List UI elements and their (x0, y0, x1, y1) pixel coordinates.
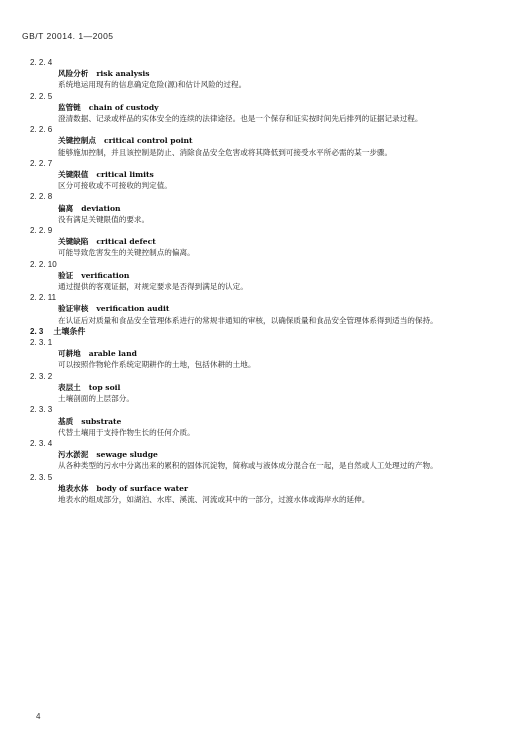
term-heading (58, 135, 490, 146)
term-heading (58, 68, 490, 79)
term-cn: 验证 (58, 270, 74, 280)
clause-number: 2. 2. 7 (30, 158, 53, 168)
page-number: 4 (36, 712, 41, 721)
term-en: critical limits (96, 170, 154, 180)
term-definition: 可以按照作物轮作系统定期耕作的土地，包括休耕的土地。 (58, 360, 256, 370)
term-en: body of surface water (96, 483, 188, 493)
term-heading (58, 303, 490, 314)
clause-number: 2. 3. 1 (30, 338, 53, 348)
term-cn: 关键缺陷 (58, 237, 89, 247)
section-heading (30, 326, 490, 337)
term-en: critical defect (96, 237, 156, 247)
clause-number: 2. 3. 3 (30, 405, 53, 415)
term-heading (58, 348, 490, 359)
clause-number: 2. 3. 5 (30, 472, 53, 482)
clause-number: 2. 2. 8 (30, 192, 53, 202)
term-definition: 澄清数据、记录或样品的实体安全的连续的法律途径。也是一个保存和证实按时间先后排列的证据记录过程。 (58, 114, 423, 124)
term-heading (58, 449, 490, 460)
term-en: sewage sludge (96, 450, 158, 460)
term-definition: 在认证后对质量和食品安全管理体系进行的常规非通知的审核，以确保质量和食品安全管理体系得到适当的保持。 (58, 315, 438, 325)
term-definition: 代替土壤用于支持作物生长的任何介质。 (58, 427, 195, 437)
term-en: chain of custody (88, 102, 159, 112)
term-cn: 验证审核 (58, 304, 89, 314)
term-cn: 表层土 (58, 382, 81, 392)
term-cn: 可耕地 (58, 349, 81, 359)
standard-code-header: GB/T 20014. 1—2005 (22, 31, 114, 41)
term-definition: 系统地运用现有的信息确定危险(源)和估计风险的过程。 (58, 80, 247, 90)
term-heading (58, 236, 490, 247)
term-definition: 土壤剖面的上层部分。 (58, 394, 134, 404)
term-cn: 基质 (58, 416, 74, 426)
term-cn: 监管链 (58, 102, 81, 112)
term-en: verification (81, 270, 130, 280)
term-cn: 偏离 (58, 203, 74, 213)
clause-number: 2. 2. 9 (30, 226, 53, 236)
term-en: verification audit (96, 304, 170, 314)
term-cn: 风险分析 (58, 69, 89, 79)
term-heading (58, 203, 490, 214)
term-definition: 区分可接收或不可接收的判定值。 (58, 181, 172, 191)
term-heading (58, 382, 490, 393)
term-definition: 通过提供的客观证据，对规定要求是否得到满足的认定。 (58, 282, 248, 292)
section-number: 2. 3 (30, 326, 44, 336)
clause-number: 2. 2. 11 (30, 293, 57, 303)
term-en: risk analysis (96, 69, 150, 79)
term-en: arable land (88, 349, 137, 359)
term-definition: 地表水的组成部分，如湖泊、水库、溪流、河流或其中的一部分，过渡水体或海岸水的延伸。 (58, 494, 370, 504)
term-heading (58, 102, 490, 113)
term-cn: 地表水体 (58, 483, 89, 493)
term-en: deviation (81, 203, 121, 213)
term-definition: 能够施加控制，并且该控制是防止、消除食品安全危害或将其降低到可接受水平所必需的某一步骤。 (58, 147, 393, 157)
clause-number: 2. 2. 10 (30, 259, 57, 269)
term-cn: 关键限值 (58, 170, 89, 180)
term-definition: 从各种类型的污水中分离出来的累积的固体沉淀物，简称或与液体成分混合在一起，是自然或人工处理过的产物。 (58, 461, 438, 471)
term-heading (58, 416, 490, 427)
clause-number: 2. 3. 2 (30, 371, 53, 381)
term-en: substrate (81, 416, 122, 426)
term-cn: 关键控制点 (58, 136, 96, 146)
term-cn: 污水淤泥 (58, 450, 89, 460)
term-heading (58, 169, 490, 180)
term-heading (58, 270, 490, 281)
section-title: 土壤条件 (53, 326, 86, 336)
clause-number: 2. 2. 4 (30, 58, 53, 67)
clause-number: 2. 2. 5 (30, 91, 53, 101)
term-definition: 可能导致危害发生的关键控制点的偏离。 (58, 248, 195, 258)
term-heading (58, 483, 490, 494)
term-en: critical control point (103, 136, 193, 146)
document-body (22, 57, 490, 505)
term-definition: 没有满足关键限值的要求。 (58, 214, 150, 224)
term-en: top soil (88, 382, 121, 392)
clause-number: 2. 2. 6 (30, 125, 53, 135)
clause-number: 2. 3. 4 (30, 438, 53, 448)
